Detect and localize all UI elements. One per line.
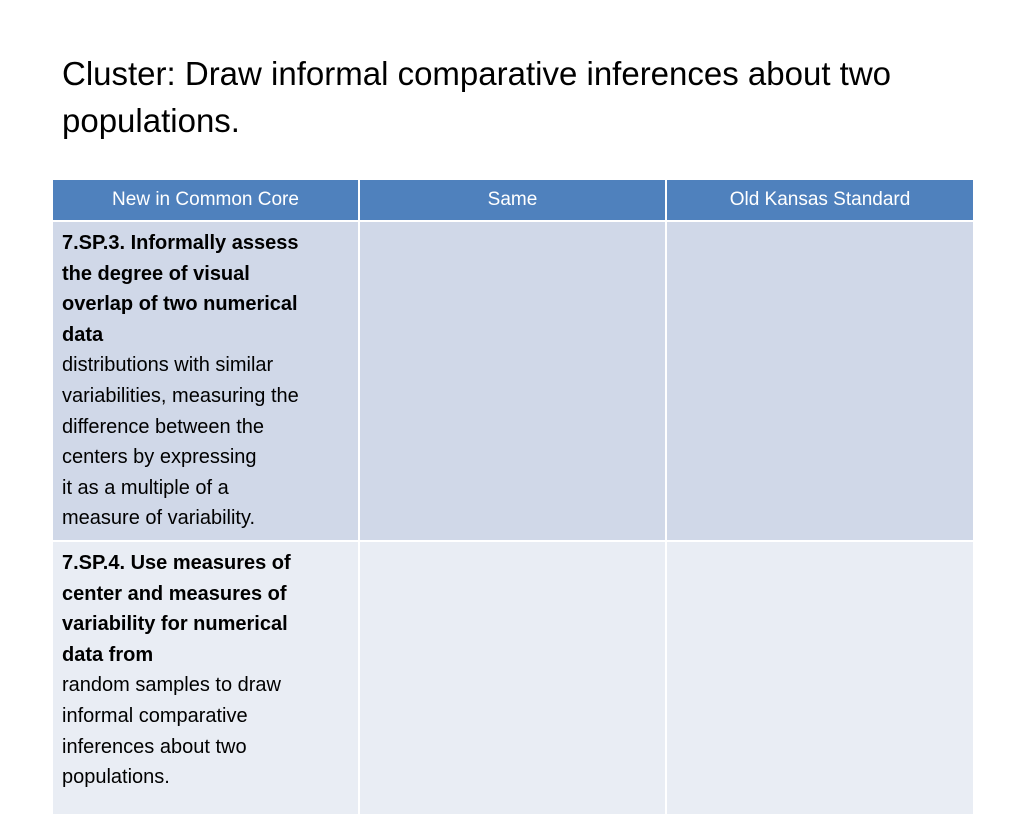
- table-header-row: [52, 179, 974, 221]
- cell-same: [359, 541, 666, 815]
- cell-old-kansas-standard: [666, 221, 974, 541]
- standard-code-bold: 7.SP.3. Informally assess the degree of visual overlap of two numerical data: [62, 232, 299, 346]
- standard-description: distributions with similar variabilities, measuring the difference between the centers by expressing it as a multiple of a measure of variability.: [62, 354, 299, 530]
- header-old-kansas-standard: Old Kansas Standard: [666, 179, 974, 221]
- header-new-in-common-core: New in Common Core: [52, 179, 359, 221]
- cell-old-kansas-standard: [666, 541, 974, 815]
- cell-same: [359, 221, 666, 541]
- header-same: Same: [359, 179, 666, 221]
- standards-comparison-table: [51, 178, 975, 816]
- table-row: [52, 221, 974, 541]
- standard-description: random samples to draw informal comparative inferences about two populations.: [62, 674, 281, 789]
- slide-title: Cluster: Draw informal comparative inferences about two populations.: [62, 55, 892, 139]
- cell-common-core-standard: [52, 541, 359, 815]
- table-row: [52, 541, 974, 815]
- standard-code-bold: 7.SP.4. Use measures of center and measures of variability for numerical data from: [62, 551, 291, 666]
- cell-common-core-standard: [52, 221, 359, 541]
